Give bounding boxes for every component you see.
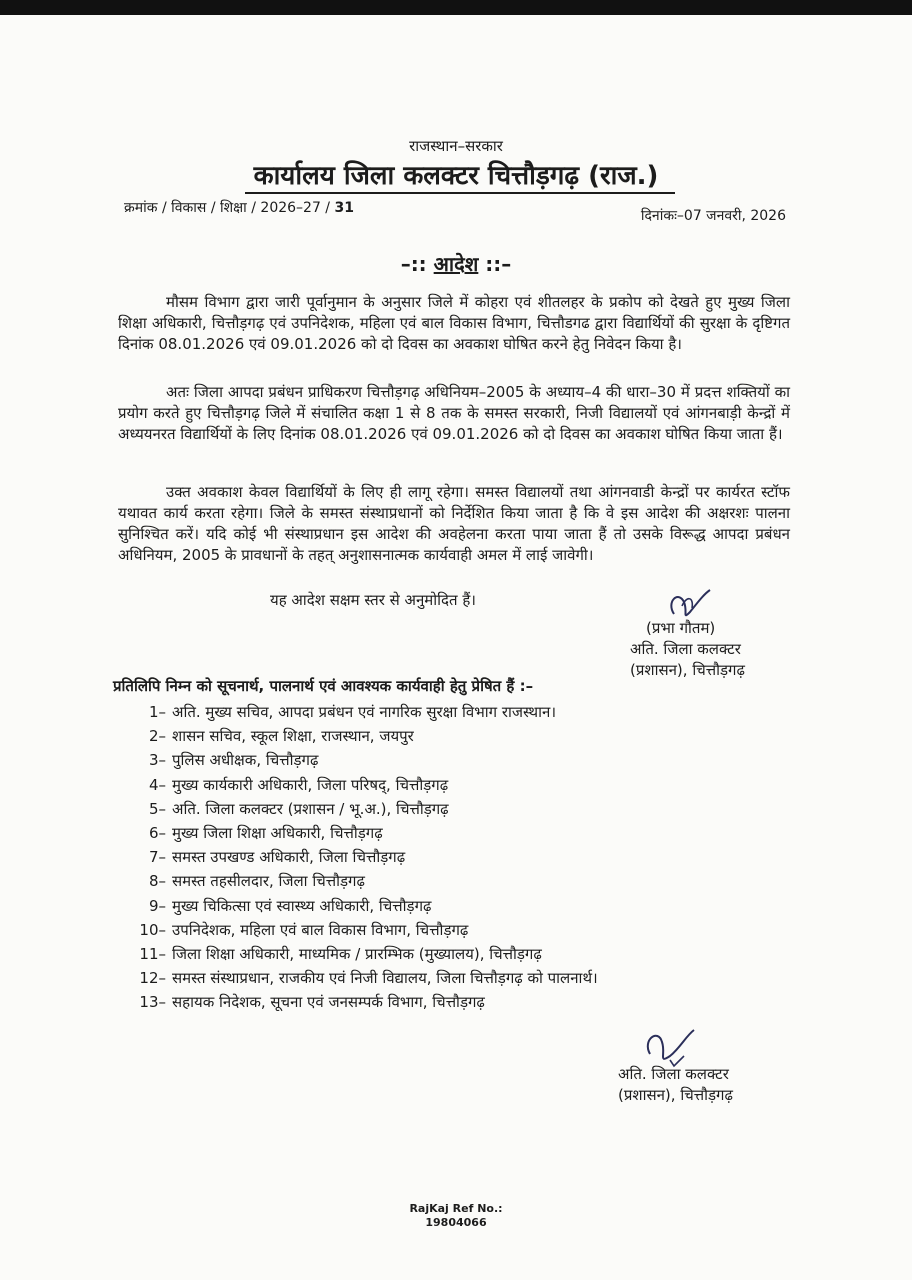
copy-to-item-text: मुख्य चिकित्सा एवं स्वास्थ्य अधिकारी, चित्तौड़गढ़ <box>172 896 432 915</box>
copy-to-item-number: 2– <box>148 727 166 746</box>
copy-to-item-text: शासन सचिव, स्कूल शिक्षा, राजस्थान, जयपुर <box>172 727 414 746</box>
copy-to-item <box>120 748 680 772</box>
copy-to-item-text: मुख्य कार्यकारी अधिकारी, जिला परिषद्, चित्तौड़गढ़ <box>172 775 449 794</box>
copy-to-item-text: समस्त संस्थाप्रधान, राजकीय एवं निजी विद्यालय, जिला चित्तौड़गढ़ को पालनार्थ। <box>172 969 598 988</box>
copy-to-item-text: उपनिदेशक, महिला एवं बाल विकास विभाग, चित्तौड़गढ़ <box>172 920 469 939</box>
order-paragraph-2: अतः जिला आपदा प्रबंधन प्राधिकरण चित्तौड़गढ़ अधिनियम–2005 के अध्याय–4 की धारा–30 में प्रदत्त शक्तियों का प्रयोग करते हुए चित्तौड़गढ़ जिले में संचालित कक्षा 1 से 8 तक के समस्त सरकारी, निजी विद्यालयों एवं आंगनबाड़ी केन्द्रों में अध्ययनरत विद्यार्थियों के लिए दिनांक 08.01.2026 एवं 09.01.2026 को दो दिवस का अवकाश घोषित किया जाता हैं। <box>118 383 790 443</box>
copy-to-item-number: 8– <box>148 872 166 891</box>
copy-to-item-number: 10– <box>139 920 166 939</box>
copy-to-item <box>120 869 680 893</box>
order-heading-left: –:: <box>400 252 434 276</box>
copy-to-heading: प्रतिलिपि निम्न को सूचनार्थ, पालनार्थ एवं आवश्यक कार्यवाही हेतु प्रेषित हैं :– <box>113 677 534 695</box>
copy-to-item <box>120 894 680 918</box>
rajkaj-ref-number: 19804066 <box>425 1216 487 1229</box>
copy-to-item-text: समस्त उपखण्ड अधिकारी, जिला चित्तौड़गढ़ <box>172 848 406 867</box>
copy-to-item-number: 9– <box>148 896 166 915</box>
copy-to-item-number: 3– <box>148 751 166 770</box>
copy-to-item-text: अति. जिला कलक्टर (प्रशासन / भू.अ.), चित्तौड़गढ़ <box>172 799 449 818</box>
copy-to-item <box>120 918 680 942</box>
copy-to-item-text: समस्त तहसीलदार, जिला चित्तौड़गढ़ <box>172 872 365 891</box>
approval-note: यह आदेश सक्षम स्तर से अनुमोदित हैं। <box>270 591 476 609</box>
copy-to-item <box>120 990 680 1014</box>
rajkaj-reference <box>0 1202 912 1230</box>
copy-to-item-number: 7– <box>148 848 166 867</box>
office-title-underline <box>245 192 675 194</box>
office-title: कार्यालय जिला कलक्टर चित्तौड़गढ़ (राज.) <box>253 161 659 191</box>
copy-to-item-number: 11– <box>139 944 166 963</box>
copy-to-item <box>120 821 680 845</box>
signatory-1-designation: अति. जिला कलक्टर <box>630 640 741 658</box>
copy-to-item <box>120 966 680 990</box>
rajkaj-ref-label: RajKaj Ref No.: <box>409 1202 503 1215</box>
copy-to-item <box>120 724 680 748</box>
top-border-bar <box>0 0 912 15</box>
copy-to-item-number: 4– <box>148 775 166 794</box>
copy-to-item-number: 1– <box>148 703 166 721</box>
copy-to-item-number: 6– <box>148 823 166 842</box>
order-paragraph-3: उक्त अवकाश केवल विद्यार्थियों के लिए ही लागू रहेगा। समस्त विद्यालयों तथा आंगनवाडी केन्द्रों पर कार्यरत स्टॉफ यथावत कार्य करता रहेगा। जिले के समस्त संस्थाप्रधानों को निर्देशित किया जाता है कि वे इस आदेश की अक्षरशः पालना सुनिश्चित करें। यदि कोई भी संस्थाप्रधान इस आदेश की अवहेलना करता पाया जाता हैं तो उसके विरूद्ध आपदा प्रबंधन अधिनियम, 2005 के प्रावधानों के तहत् अनुशासनात्मक कार्यवाही अमल में लाई जावेगी। <box>118 483 790 564</box>
copy-to-item-text: सहायक निदेशक, सूचना एवं जनसम्पर्क विभाग, चित्तौड़गढ़ <box>172 993 485 1012</box>
signatory-1-office: (प्रशासन), चित्तौड़गढ़ <box>630 661 745 679</box>
copy-to-item-text: पुलिस अधीक्षक, चित्तौड़गढ़ <box>172 751 319 770</box>
signatory-1-block <box>630 618 780 681</box>
signatory-2-designation: अति. जिला कलक्टर <box>618 1065 729 1083</box>
order-paragraph-1: मौसम विभाग द्वारा जारी पूर्वानुमान के अनुसार जिले में कोहरा एवं शीतलहर के प्रकोप को देखते हुए मुख्य जिला शिक्षा अधिकारी, चित्तौड़गढ़ एवं उपनिदेशक, महिला एवं बाल विकास विभाग, चित्तौडगढ द्वारा विद्यार्थियों की सुरक्षा के दृष्टिगत दिनांक 08.01.2026 एवं 09.01.2026 को दो दिवस का अवकाश घोषित करने हेतु निवेदन किया है। <box>118 293 790 353</box>
copy-to-item-number: 5– <box>148 799 166 818</box>
copy-to-item-text: अति. मुख्य सचिव, आपदा प्रबंधन एवं नागरिक सुरक्षा विभाग राजस्थान। <box>172 703 557 721</box>
copy-to-item <box>120 942 680 966</box>
signatory-2-block <box>618 1064 778 1106</box>
reference-serial: 31 <box>334 200 354 216</box>
copy-to-item-number: 12– <box>139 969 166 988</box>
copy-to-item-number: 13– <box>139 993 166 1012</box>
government-label: राजस्थान–सरकार <box>409 137 503 155</box>
order-heading <box>0 250 912 277</box>
order-date: दिनांकः–07 जनवरी, 2026 <box>640 208 786 224</box>
signatory-2-office: (प्रशासन), चित्तौड़गढ़ <box>618 1086 733 1104</box>
copy-to-item <box>120 700 680 724</box>
copy-to-item <box>120 797 680 821</box>
copy-to-list <box>120 700 680 1014</box>
order-heading-title: आदेश <box>433 252 479 276</box>
copy-to-item <box>120 845 680 869</box>
signature-2 <box>640 1020 700 1070</box>
copy-to-item-text: जिला शिक्षा अधिकारी, माध्यमिक / प्रारम्भिक (मुख्यालय), चित्तौड़गढ़ <box>172 944 542 963</box>
copy-to-item-text: मुख्य जिला शिक्षा अधिकारी, चित्तौड़गढ़ <box>172 823 383 842</box>
signatory-1-name: (प्रभा गौतम) <box>646 619 716 637</box>
copy-to-item <box>120 773 680 797</box>
reference-prefix: क्रमांक / विकास / शिक्षा / 2026–27 / <box>124 200 335 216</box>
reference-number <box>124 198 354 217</box>
order-heading-right: ::– <box>478 252 512 276</box>
